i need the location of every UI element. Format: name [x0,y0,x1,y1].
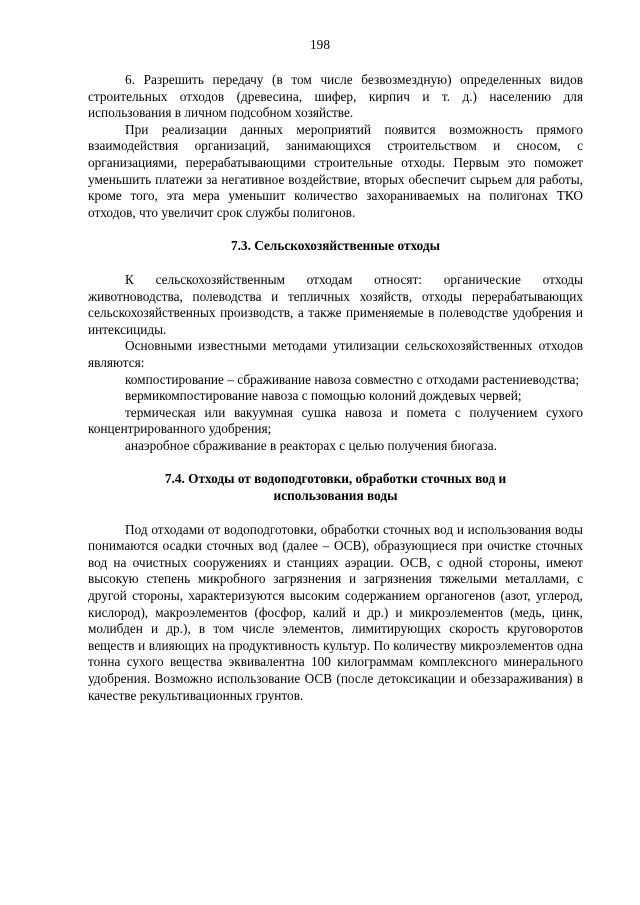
page-number: 198 [310,37,330,52]
list-item-composting: компостирование – сбраживание навоза совместно с отходами растениеводства; [125,371,580,387]
paragraph-implementation-result: При реализации данных мероприятий появится возможность прямого взаимодействия организаций, занимающихся строительством и сносом, с организациями, перерабатывающими строительные отходы. Первым это поможет уменьшить платежи за негативное воздействие, вторых обеспечит сырьем для работы, кроме того, эта мера уменьшит количество захораниваемых на полигонах ТКО отходов, что увеличит срок службы полигонов. [88,121,583,220]
spacer [88,454,583,471]
section-heading-7-4-line1: 7.4. Отходы от водоподготовки, обработки сточных вод и [164,471,507,487]
spacer [88,255,583,272]
list-item-vermicomposting: вермикомпостирование навоза с помощью колоний дождевых червей; [125,388,522,404]
section-heading-7-4-line2: использования воды [273,488,398,504]
paragraph-item-6: 6. Разрешить передачу (в том числе безвозмездную) определенных видов строительных отходов (древесина, шифер, кирпич и т. д.) населению для использования в личном подсобном хозяйстве. [88,72,583,121]
spacer [88,505,583,522]
paragraph-methods-intro: Основными известными методами утилизации сельскохозяйственных отходов являются: [88,338,583,370]
paragraph-sewage-sludge: Под отходами от водоподготовки, обработки сточных вод и использования воды понимаются осадки сточных вод (далее – ОСВ), образующиеся при очистке сточных вод на очистных сооружениях и станциях аэрации. ОСВ, с одной стороны, имеют высокую степень микробного загрязнения и загрязнения тяжелыми металлами, с другой стороны, характеризуются высоким содержанием органогенов (азот, углерод, кислород), макроэлементов (фосфор, калий и др.) и микроэлементов (медь, цинк, молибден и др.), в том числе элементов, лимитирующих скорость круговоротов веществ и влияющих на продуктивность культур. По количеству микроэлементов одна тонна сухого вещества эквивалентна 100 килограммам комплексного минерального удобрения. Возможно использование ОСВ (после детоксикации и обеззараживания) в качестве рекультивационных грунтов. [88,521,583,703]
spacer [88,221,583,238]
paragraph-agri-waste-definition: К сельскохозяйственным отходам относят: органические отходы животноводства, полеводства и тепличных хозяйств, отходы перерабатывающих сельскохозяйственных производств, а также применяемые в полеводстве удобрения и интексициды. [88,271,583,337]
page-content [88,72,583,704]
list-item-drying: термическая или вакуумная сушка навоза и помета с получением сухого концентрированного удобрения; [88,404,583,437]
section-heading-7-3: 7.3. Сельскохозяйственные отходы [230,238,441,254]
section-heading-7-4 [88,471,583,504]
list-item-anaerobic-digestion: анаэробное сбраживание в реакторах с целью получения биогаза. [125,437,497,453]
